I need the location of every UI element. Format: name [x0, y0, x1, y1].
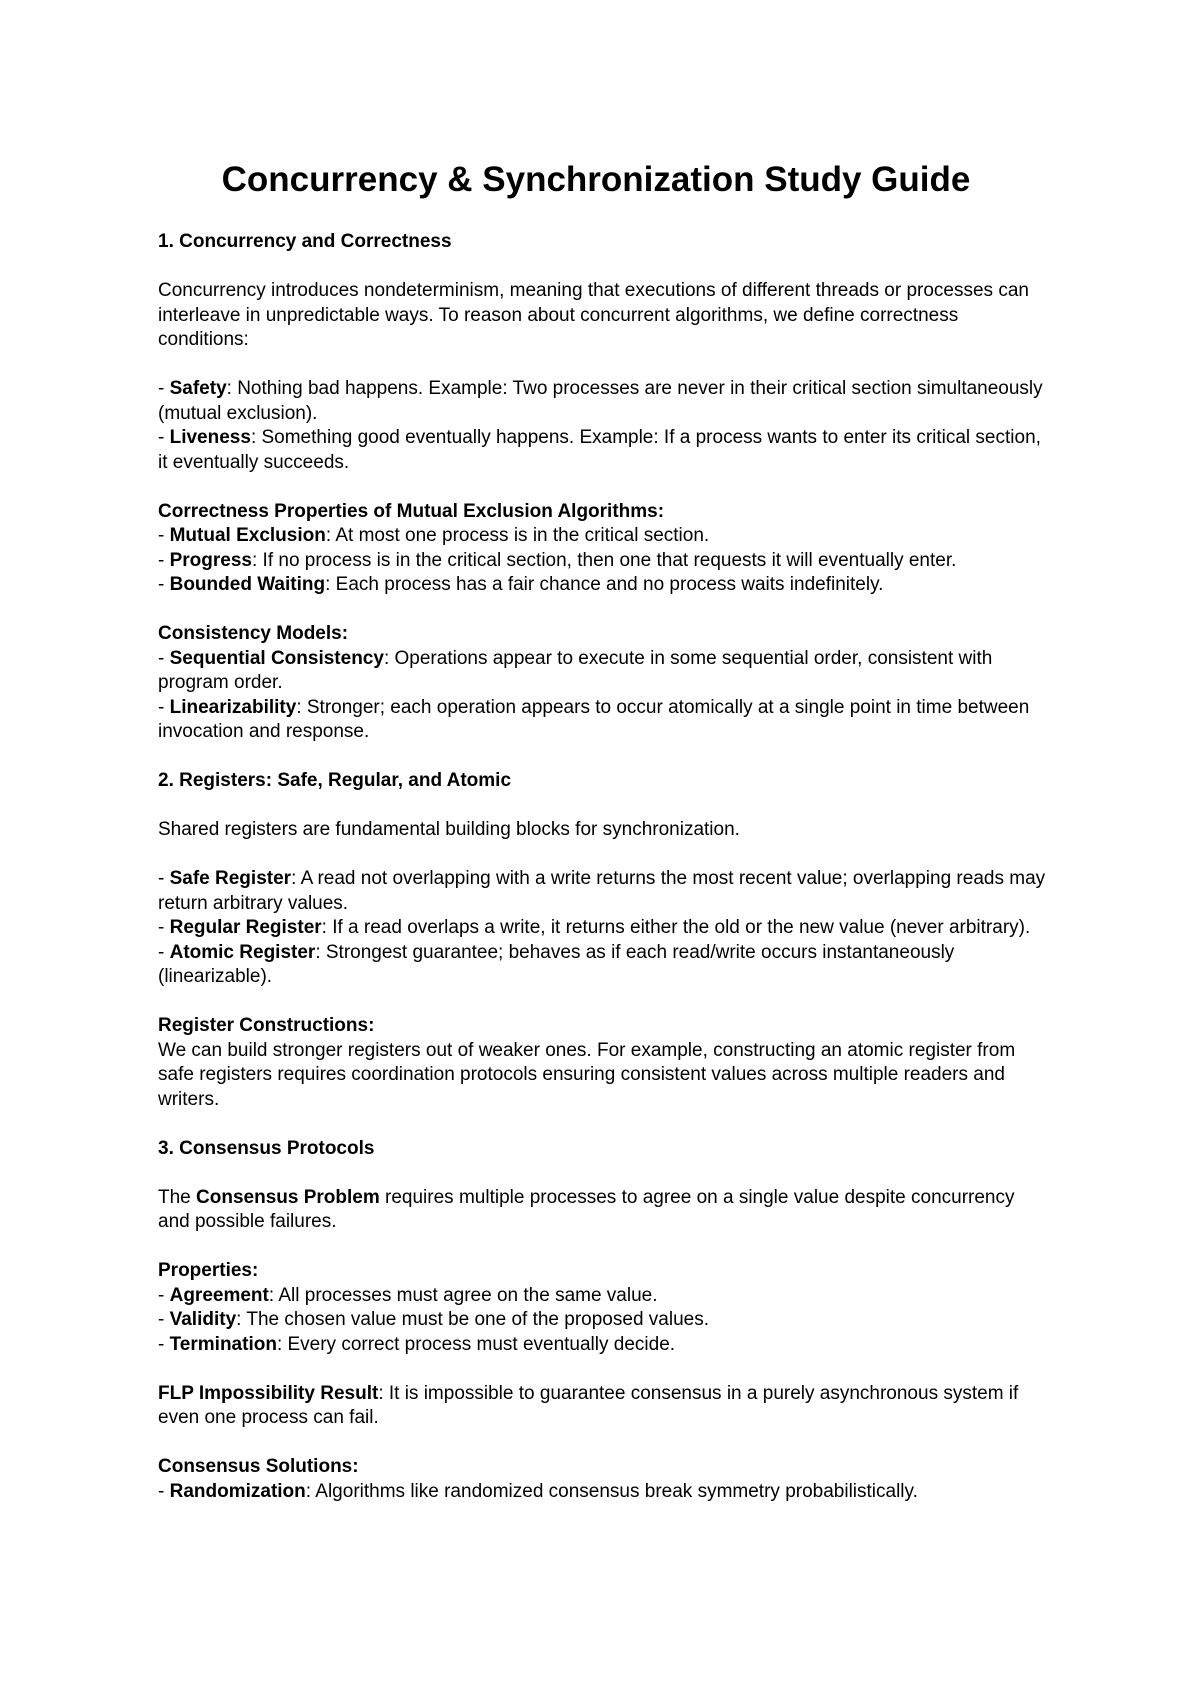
- term: Progress: [169, 549, 252, 571]
- flp-result: FLP Impossibility Result: It is impossible to guarantee consensus in a purely asynchronous system if even one process can fail.: [158, 1382, 1019, 1428]
- section-3-intro: The Consensus Problem requires multiple processes to agree on a single value despite concurrency and possible failures.: [158, 1186, 1015, 1232]
- term: Atomic Register: [169, 941, 316, 963]
- term: Mutual Exclusion: [169, 525, 326, 546]
- list-item: - Liveness: Something good eventually happens. Example: If a process wants to enter its critical section, it eventually succeeds.: [158, 427, 1041, 473]
- list-item: - Safe Register: A read not overlapping with a write returns the most recent value; overlapping reads may return arbitrary values.: [158, 868, 1046, 914]
- list-item: - Agreement: All processes must agree on the same value.: [158, 1284, 658, 1306]
- mutex-heading: Correctness Properties of Mutual Exclusion Algorithms:: [158, 500, 665, 522]
- section-2-intro: Shared registers are fundamental building blocks for synchronization.: [158, 819, 740, 840]
- term: Agreement: [169, 1284, 269, 1306]
- list-item: - Progress: If no process is in the critical section, then one that requests it will eventually enter.: [158, 549, 957, 571]
- list-item: - Sequential Consistency: Operations appear to execute in some sequential order, consistent with program order.: [158, 647, 993, 693]
- document-body: [158, 230, 1050, 1504]
- term: Regular Register: [169, 917, 322, 938]
- term: Consensus Problem: [196, 1186, 380, 1208]
- term: FLP Impossibility Result: [158, 1382, 379, 1404]
- term: Termination: [169, 1333, 277, 1355]
- term: Bounded Waiting: [169, 574, 326, 595]
- term: Randomization: [169, 1480, 306, 1502]
- list-item: - Validity: The chosen value must be one of the proposed values.: [158, 1309, 709, 1330]
- list-item: - Atomic Register: Strongest guarantee; behaves as if each read/write occurs instantaneously (linearizable).: [158, 941, 955, 987]
- term: Safe Register: [169, 868, 292, 889]
- term: Sequential Consistency: [169, 647, 384, 669]
- list-item: - Bounded Waiting: Each process has a fair chance and no process waits indefinitely.: [158, 574, 884, 595]
- list-item: - Termination: Every correct process must eventually decide.: [158, 1333, 676, 1355]
- page-title: Concurrency & Synchronization Study Guide: [221, 160, 971, 199]
- section-1-heading: 1. Concurrency and Correctness: [158, 231, 452, 252]
- list-item: - Mutual Exclusion: At most one process is in the critical section.: [158, 525, 710, 546]
- term: Validity: [169, 1309, 237, 1330]
- term: Safety: [169, 378, 227, 399]
- list-item: - Regular Register: If a read overlaps a write, it returns either the old or the new value (never arbitrary).: [158, 917, 1031, 938]
- consistency-heading: Consistency Models:: [158, 623, 349, 644]
- term: Liveness: [169, 427, 251, 448]
- solutions-heading: Consensus Solutions:: [158, 1456, 359, 1477]
- term: Linearizability: [169, 696, 297, 718]
- section-3-heading: 3. Consensus Protocols: [158, 1137, 375, 1159]
- section-2-heading: 2. Registers: Safe, Regular, and Atomic: [158, 770, 512, 791]
- section-1-intro: Concurrency introduces nondeterminism, meaning that executions of different threads or processes can interleave in unpredictable ways. To reason about concurrent algorithms, we define correctness conditions:: [158, 280, 1029, 350]
- constructions-text: We can build stronger registers out of weaker ones. For example, constructing an atomic register from safe registers requires coordination protocols ensuring consistent values across multiple readers and writers.: [158, 1039, 1016, 1110]
- constructions-heading: Register Constructions:: [158, 1015, 375, 1036]
- list-item: - Safety: Nothing bad happens. Example: Two processes are never in their critical section simultaneously (mutual exclusion).: [158, 378, 1043, 424]
- list-item: - Randomization: Algorithms like randomized consensus break symmetry probabilistically.: [158, 1480, 918, 1502]
- properties-heading: Properties:: [158, 1260, 259, 1281]
- list-item: - Linearizability: Stronger; each operation appears to occur atomically at a single point in time between invocation and response.: [158, 696, 1030, 742]
